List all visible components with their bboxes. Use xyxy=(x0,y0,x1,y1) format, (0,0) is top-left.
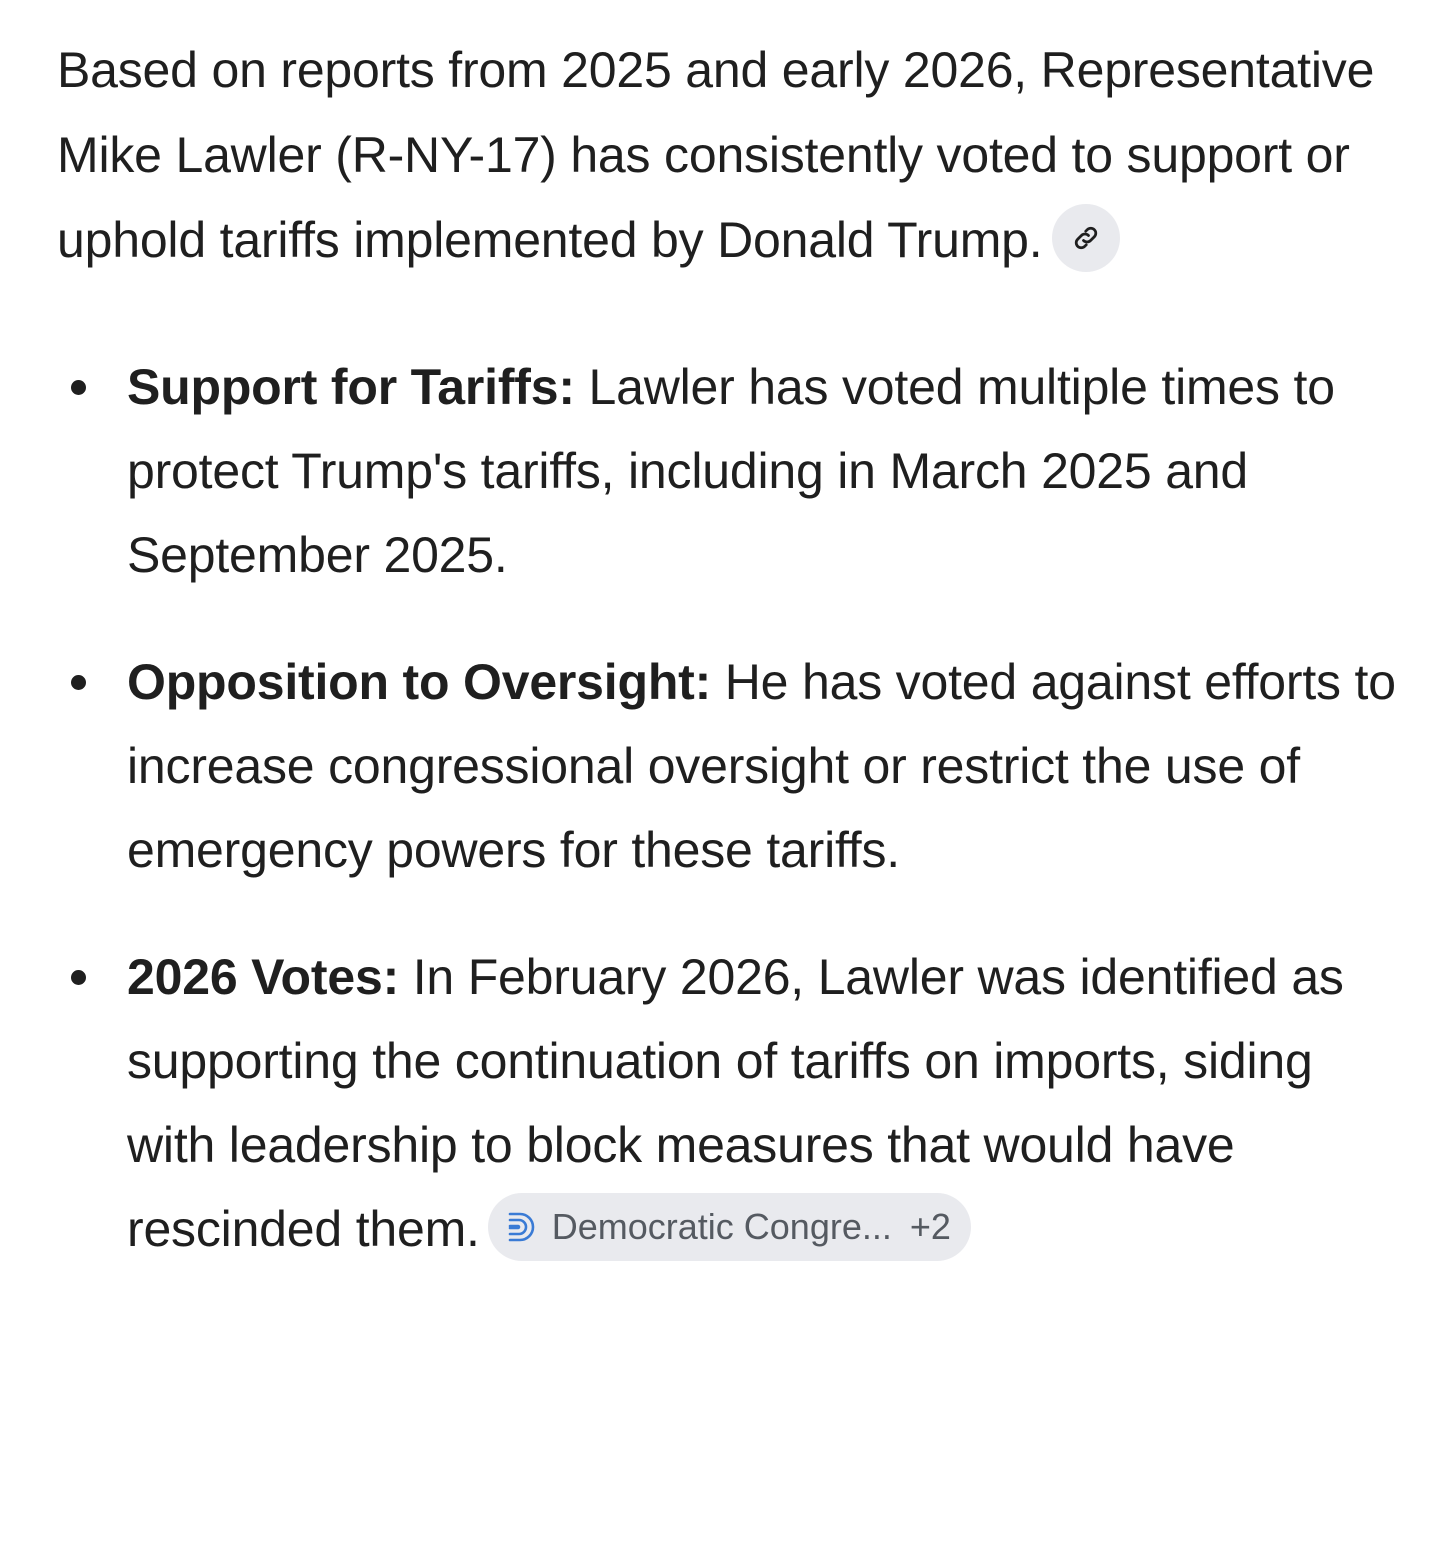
source-chip[interactable] xyxy=(488,1193,971,1261)
intro-text: Based on reports from 2025 and early 2026, Representative Mike Lawler (R-NY-17) has consistently voted to support or uphold tariffs implemented by Donald Trump. xyxy=(57,42,1375,268)
list-item xyxy=(57,640,1399,892)
list-item-heading: Opposition to Oversight: xyxy=(127,654,712,710)
bullet xyxy=(71,380,86,395)
bullet xyxy=(71,675,86,690)
list-item-body: He has voted against efforts to increase congressional oversight or restrict the use of emergency powers for these tariffs. xyxy=(127,654,1396,878)
list-item-heading: 2026 Votes: xyxy=(127,949,400,1005)
source-logo-icon xyxy=(504,1209,540,1245)
list-item-body: Lawler has voted multiple times to protect Trump's tariffs, including in March 2025 and September 2025. xyxy=(127,359,1335,583)
link-chip[interactable] xyxy=(1052,204,1120,272)
source-chip-name: Democratic Congre... xyxy=(551,1205,892,1247)
intro-paragraph xyxy=(57,28,1399,283)
source-chip-more-count: +2 xyxy=(909,1205,951,1247)
list-item xyxy=(57,935,1399,1271)
link-icon xyxy=(1071,223,1101,253)
bullet xyxy=(71,970,86,985)
list-item-heading: Support for Tariffs: xyxy=(127,359,575,415)
list-item xyxy=(57,345,1399,597)
list-item-body: In February 2026, Lawler was identified as supporting the continuation of tariffs on imports, siding with leadership to block measures that would have rescinded them. xyxy=(127,949,1344,1257)
key-points-list xyxy=(57,345,1399,1271)
